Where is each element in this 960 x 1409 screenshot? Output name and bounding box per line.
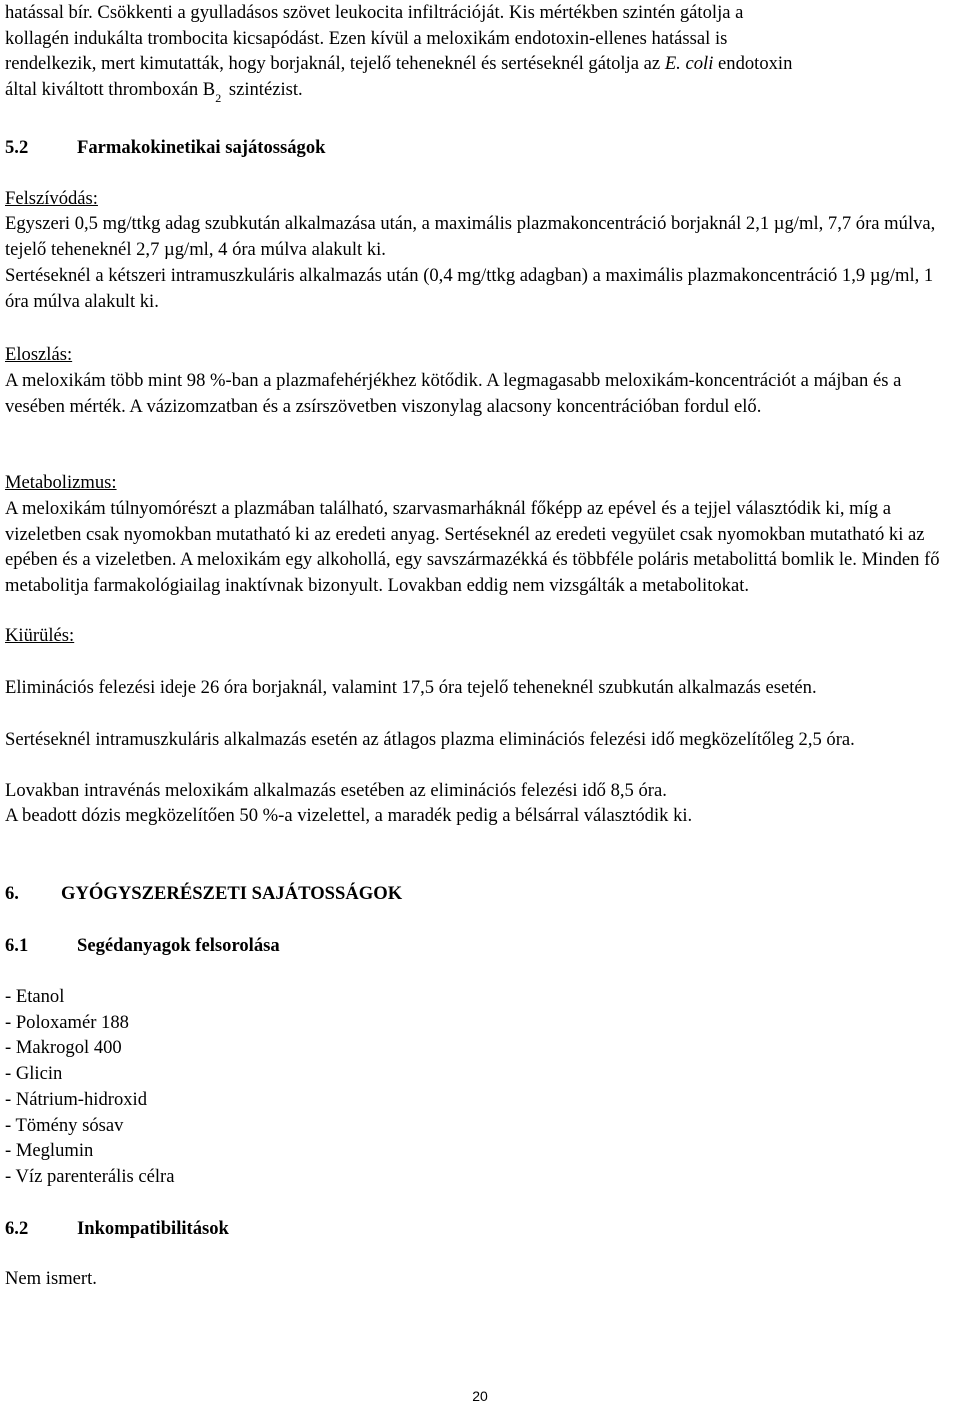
distribution-heading: Eloszlás: xyxy=(5,344,73,365)
excipient-list xyxy=(5,984,957,1190)
subscript-2: 2 xyxy=(215,91,222,106)
section-5-2-heading xyxy=(5,135,957,161)
section-6-number: 6. xyxy=(5,883,19,904)
list-item: - Makrogol 400 xyxy=(5,1037,122,1059)
section-6-heading xyxy=(5,881,957,907)
list-item: - Nátrium-hidroxid xyxy=(5,1088,148,1110)
absorption-paragraph-1: Egyszeri 0,5 mg/ttkg adag szubkután alkalmazása után, a maximális plazmakoncentráció borjaknál 2,1 µg/ml, 7,7 óra múlva, tejelő teheneknél 2,7 µg/ml, 4 óra múlva alakult ki. xyxy=(5,213,936,260)
intro-line-4-end: szintézist. xyxy=(224,79,303,101)
intro-paragraph xyxy=(5,0,957,105)
section-6-2-heading xyxy=(5,1216,957,1242)
metabolism-heading: Metabolizmus: xyxy=(5,472,117,493)
intro-line-3-end: endotoxin xyxy=(713,53,793,75)
section-5-2-title: Farmakokinetikai sajátosságok xyxy=(77,137,326,158)
absorption-heading: Felszívódás: xyxy=(5,188,98,209)
section-6-2-number: 6.2 xyxy=(5,1218,29,1239)
section-6-1-number: 6.1 xyxy=(5,935,29,956)
ecoli-term: E. coli xyxy=(664,53,714,75)
intro-line-1: hatással bír. Csökkenti a gyulladásos szövet leukocita infiltrációját. Kis mértékben szintén gátolja a xyxy=(5,2,744,23)
elimination-paragraph-2: Sertéseknél intramuszkuláris alkalmazás esetén az átlagos plazma eliminációs felezési idő megközelítőleg 2,5 óra. xyxy=(5,729,855,750)
distribution-paragraph: A meloxikám több mint 98 %-ban a plazmafehérjékhez kötődik. A legmagasabb meloxikám-koncentrációt a májban és a vesében mérték. A vázizomzatban és a zsírszövetben viszonylag alacsony koncentrációban fordul elő. xyxy=(5,370,902,417)
section-6-2-title: Inkompatibilitások xyxy=(77,1218,229,1239)
absorption-paragraph-2: Sertéseknél a kétszeri intramuszkuláris alkalmazás után (0,4 mg/ttkg adagban) a maximális plazmakoncentráció 1,9 µg/ml, 1 óra múlva alakult ki. xyxy=(5,265,934,312)
list-item: - Tömény sósav xyxy=(5,1114,124,1136)
intro-line-4 xyxy=(5,77,957,105)
elimination-paragraph-1: Eliminációs felezési ideje 26 óra borjaknál, valamint 17,5 óra tejelő teheneknél szubkután alkalmazás esetén. xyxy=(5,677,817,698)
elimination-heading: Kiürülés: xyxy=(5,625,75,646)
list-item: - Meglumin xyxy=(5,1140,94,1162)
list-item: - Víz parenterális célra xyxy=(5,1165,175,1187)
intro-line-2: kollagén indukálta trombocita kicsapódást. Ezen kívül a meloxikám endotoxin-ellenes hatással is xyxy=(5,27,728,49)
elimination-paragraph-3: Lovakban intravénás meloxikám alkalmazás esetében az eliminációs felezési idő 8,5 óra. xyxy=(5,780,667,801)
list-item: - Poloxamér 188 xyxy=(5,1011,129,1033)
section-6-1-heading xyxy=(5,933,957,959)
section-6-title: GYÓGYSZERÉSZETI SAJÁTOSSÁGOK xyxy=(61,883,403,904)
intro-line-3 xyxy=(5,51,957,77)
elimination-paragraph-4: A beadott dózis megközelítően 50 %-a vizelettel, a maradék pedig a bélsárral választódik ki. xyxy=(5,805,693,826)
page-number: 20 xyxy=(472,1388,488,1404)
list-item: - Etanol xyxy=(5,986,65,1007)
metabolism-paragraph: A meloxikám túlnyomórészt a plazmában található, szarvasmarháknál főképp az epével és a tejjel választódik ki, míg a vizeletben csak nyomokban mutatható ki az eredeti anyag. Sertéseknél az eredeti vegyület csak nyomokban mutatható ki az epében és a vizeletben. A meloxikám egy alkohollá, egy savszármazékká és többféle poláris metabolittá bomlik le. Minden fő metabolitja farmakológiailag inaktívnak bizonyult. Lovakban eddig nem vizsgálták a metabolitokat. xyxy=(5,498,940,597)
intro-line-4-text: által kiváltott thromboxán B xyxy=(5,79,216,101)
list-item: - Glicin xyxy=(5,1063,63,1085)
section-5-2-number: 5.2 xyxy=(5,137,29,158)
intro-line-3-text: rendelkezik, mert kimutatták, hogy borjaknál, tejelő teheneknél és sertéseknél gátolja az xyxy=(5,53,665,75)
section-6-1-title: Segédanyagok felsorolása xyxy=(77,935,280,956)
section-6-2-text: Nem ismert. xyxy=(5,1268,97,1289)
